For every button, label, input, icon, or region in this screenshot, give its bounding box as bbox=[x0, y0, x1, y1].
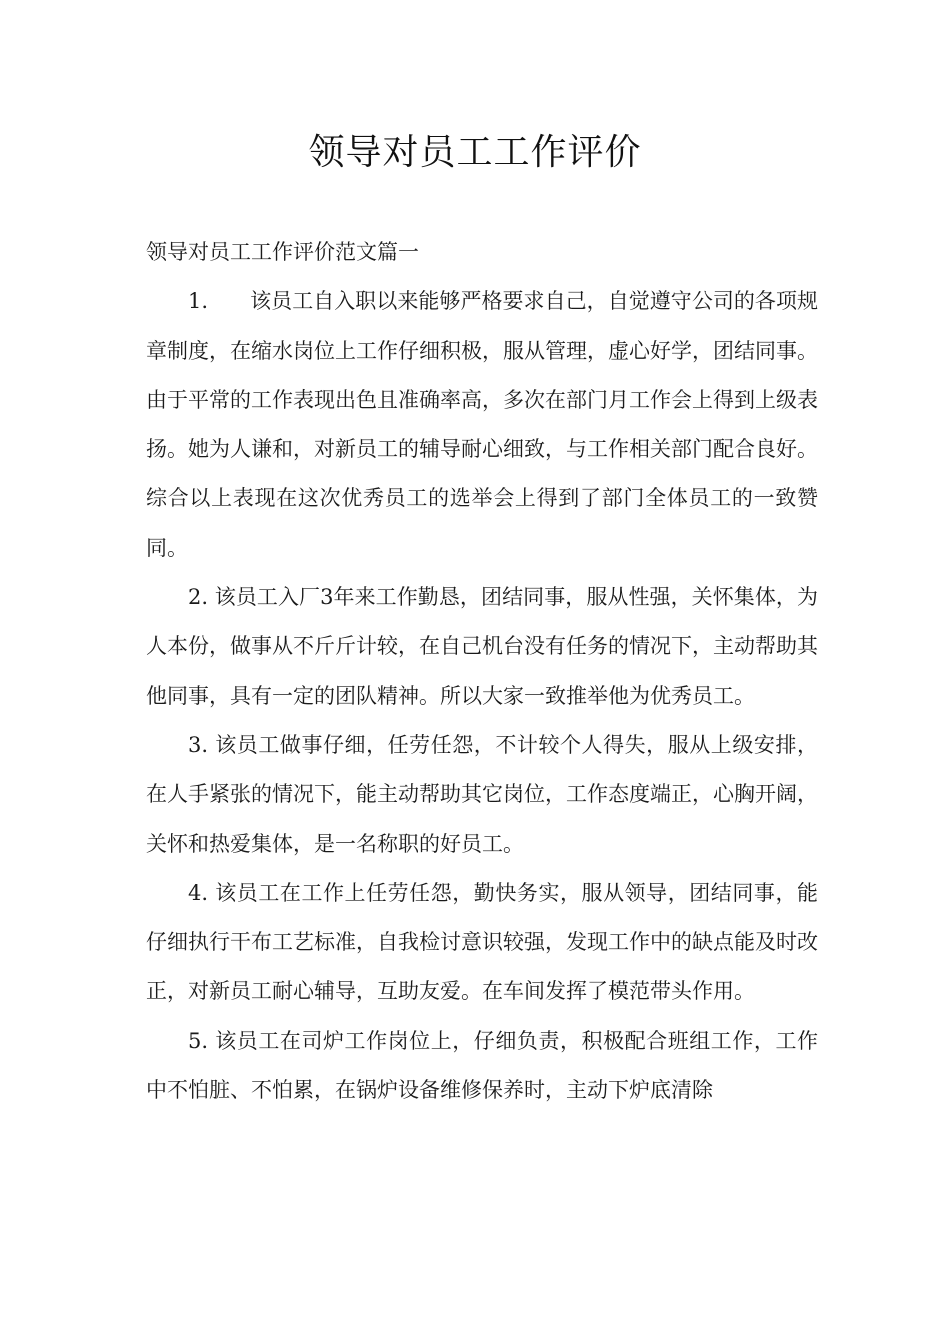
section-heading: 领导对员工工作评价范文篇一 bbox=[146, 240, 419, 264]
document-title: 领导对员工工作评价 bbox=[308, 132, 642, 173]
paragraph-1: 1. 该员工自入职以来能够严格要求自己，自觉遵守公司的各项规章制度，在缩水岗位上工作仔细积极，服从管理，虚心好学，团结同事。由于平常的工作表现出色且准确率高，多次在部门月工作会上得到上级表扬。她为人谦和，对新员工的辅导耐心细致，与工作相关部门配合良好。综合以上表现在这次优秀员工的选举会上得到了部门全体员工的一致赞同。 bbox=[146, 289, 818, 560]
paragraph-2: 2. 该员工入厂3年来工作勤恳，团结同事，服从性强，关怀集体，为人本份，做事从不斤斤计较，在自己机台没有任务的情况下，主动帮助其他同事，具有一定的团队精神。所以大家一致推举他为优秀员工。 bbox=[146, 585, 818, 708]
paragraph-4: 4. 该员工在工作上任劳任怨，勤快务实，服从领导，团结同事，能仔细执行干布工艺标准，自我检讨意识较强，发现工作中的缺点能及时改正，对新员工耐心辅导，互助友爱。在车间发挥了模范带头作用。 bbox=[146, 880, 818, 1004]
paragraph-5: 5. 该员工在司炉工作岗位上，仔细负责，积极配合班组工作，工作中不怕脏、不怕累，在锅炉设备维修保养时，主动下炉底清除 bbox=[146, 1028, 818, 1103]
document-body bbox=[146, 228, 818, 1115]
paragraph-3: 3. 该员工做事仔细，任劳任怨，不计较个人得失，服从上级安排，在人手紧张的情况下，能主动帮助其它岗位，工作态度端正，心胸开阔，关怀和热爱集体，是一名称职的好员工。 bbox=[146, 732, 818, 856]
